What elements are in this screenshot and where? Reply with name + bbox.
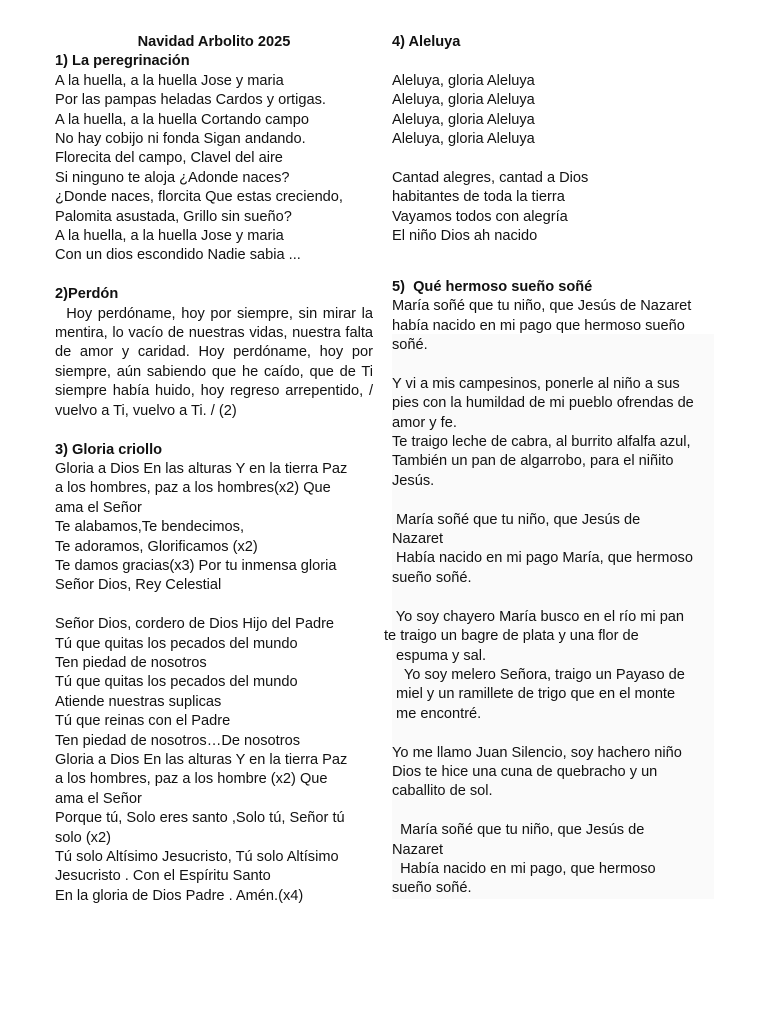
song3-line: Tú que quitas los pecados del mundo	[55, 674, 298, 691]
song1-line: Si ninguno te aloja ¿Adonde naces?	[55, 169, 290, 186]
song5-line: Dios te hice una cuna de quebracho y un	[392, 763, 658, 780]
song5-line: María soñé que tu niño, que Jesús de Nazaret	[392, 298, 692, 315]
song1-line: No hay cobijo ni fonda Sigan andando.	[55, 131, 306, 148]
song1-line: A la huella, a la huella Jose y maria	[55, 72, 284, 89]
song1-line: Con un dios escondido Nadie sabia ...	[55, 247, 301, 264]
song2-text: Hoy perdóname, hoy por siempre, sin mirar la mentira, lo vacío de nuestras vidas, nuestra falta de amor y caridad. Hoy perdóname, hoy por siempre, aún sabiendo que he caído, que de Ti siempre había huido, hoy regreso arrepentido, / vuelvo a Ti, vuelvo a Ti. / (2)	[55, 305, 378, 419]
song4-line: Aleluya, gloria Aleluya	[392, 72, 535, 89]
song1-line: ¿Donde naces, florcita Que estas creciendo,	[55, 189, 343, 206]
song4-line: habitantes de toda la tierra	[392, 189, 565, 206]
song3-line: a los hombres, paz a los hombres(x2) Que	[55, 480, 331, 497]
song5-line: había nacido en mi pago que hermoso sueño	[392, 317, 685, 334]
song5-line: Te traigo leche de cabra, al burrito alfalfa azul,	[392, 434, 691, 451]
song3-line: Ten piedad de nosotros…De nosotros	[55, 732, 301, 749]
song5-line: Yo soy chayero María busco en el río mi pan	[392, 608, 685, 625]
song4-line: Aleluya, gloria Aleluya	[392, 92, 535, 109]
song5-line: soñé.	[392, 337, 428, 354]
song5-line: Había nacido en mi pago María, que hermoso	[392, 550, 693, 567]
song3-heading: 3) Gloria criollo	[55, 441, 163, 458]
song5-line: También un pan de algarrobo, para el niñito	[392, 453, 674, 470]
song5-line: Nazaret	[392, 531, 444, 548]
song3-line: Ten piedad de nosotros	[55, 654, 207, 671]
song3-line: En la gloria de Dios Padre . Amén.(x4)	[55, 887, 304, 904]
song5-line: me encontré.	[392, 705, 482, 722]
left-column	[55, 33, 378, 906]
song1-line: Por las pampas heladas Cardos y ortigas.	[55, 92, 326, 109]
song3-line: Gloria a Dios En las alturas Y en la tierra Paz	[55, 751, 348, 768]
song5-line: sueño soñé.	[392, 880, 472, 897]
song5-line: espuma y sal.	[392, 647, 487, 664]
song3-line: Señor Dios, Rey Celestial	[55, 577, 222, 594]
song3-line: Jesucristo . Con el Espíritu Santo	[55, 868, 271, 885]
song4-line: Cantad alegres, cantad a Dios	[392, 169, 589, 186]
song3-line: Gloria a Dios En las alturas Y en la tierra Paz	[55, 460, 348, 477]
song5-line: sueño soñé.	[392, 569, 472, 586]
song5-line: Yo me llamo Juan Silencio, soy hachero niño	[392, 744, 682, 761]
song5-heading: 5) Qué hermoso sueño soñé	[392, 278, 593, 295]
song5-line: miel y un ramillete de trigo que en el monte	[392, 686, 676, 703]
song3-line: Tú que quitas los pecados del mundo	[55, 635, 298, 652]
song3-line: Porque tú, Solo eres santo ,Solo tú, Señor tú	[55, 810, 345, 827]
song3-line: Atiende nuestras suplicas	[55, 693, 222, 710]
song4-line: Vayamos todos con alegría	[392, 208, 568, 225]
song3-line: ama el Señor	[55, 790, 142, 807]
song4-line: Aleluya, gloria Aleluya	[392, 111, 535, 128]
song4-heading: 4) Aleluya	[392, 34, 461, 50]
song3-line: Tú solo Altísimo Jesucristo, Tú solo Altísimo	[55, 849, 339, 866]
song5-line: Nazaret	[392, 841, 444, 858]
song1-line: Palomita asustada, Grillo sin sueño?	[55, 208, 292, 225]
song3-line: solo (x2)	[55, 829, 111, 846]
document-title: Navidad Arbolito 2025	[137, 34, 291, 50]
song5-line: María soñé que tu niño, que Jesús de	[392, 822, 645, 839]
song3-line: Señor Dios, cordero de Dios Hijo del Padre	[55, 616, 335, 633]
song5-line: pies con la humildad de mi pueblo ofrendas de	[392, 395, 694, 412]
song3-line: a los hombres, paz a los hombre (x2) Que	[55, 771, 328, 788]
song4-line: Aleluya, gloria Aleluya	[392, 131, 535, 148]
song3-line: Te adoramos, Glorificamos (x2)	[55, 538, 258, 555]
song1-heading: 1) La peregrinación	[55, 53, 190, 70]
song2-heading: 2)Perdón	[55, 286, 119, 303]
song5-line: Había nacido en mi pago, que hermoso	[392, 860, 656, 877]
song5-line: Yo soy melero Señora, traigo un Payaso de	[392, 666, 685, 683]
song1-line: A la huella, a la huella Jose y maria	[55, 228, 284, 245]
song5-line: Jesús.	[392, 472, 435, 489]
song3-line: Te alabamos,Te bendecimos,	[55, 519, 245, 536]
song4-line: El niño Dios ah nacido	[392, 228, 538, 245]
song5-line: Y vi a mis campesinos, ponerle al niño a sus	[392, 375, 680, 392]
song3-line: ama el Señor	[55, 499, 142, 516]
song3-line: Te damos gracias(x3) Por tu inmensa gloria	[55, 557, 337, 574]
song5-line: María soñé que tu niño, que Jesús de	[392, 511, 641, 528]
right-column	[384, 33, 717, 899]
song5-line: caballito de sol.	[392, 783, 493, 800]
song5-line: te traigo un bagre de plata y una flor de	[384, 628, 639, 645]
song1-line: A la huella, a la huella Cortando campo	[55, 111, 309, 128]
song5-line: amor y fe.	[392, 414, 457, 431]
song1-line: Florecita del campo, Clavel del aire	[55, 150, 283, 167]
song3-line: Tú que reinas con el Padre	[55, 713, 231, 730]
